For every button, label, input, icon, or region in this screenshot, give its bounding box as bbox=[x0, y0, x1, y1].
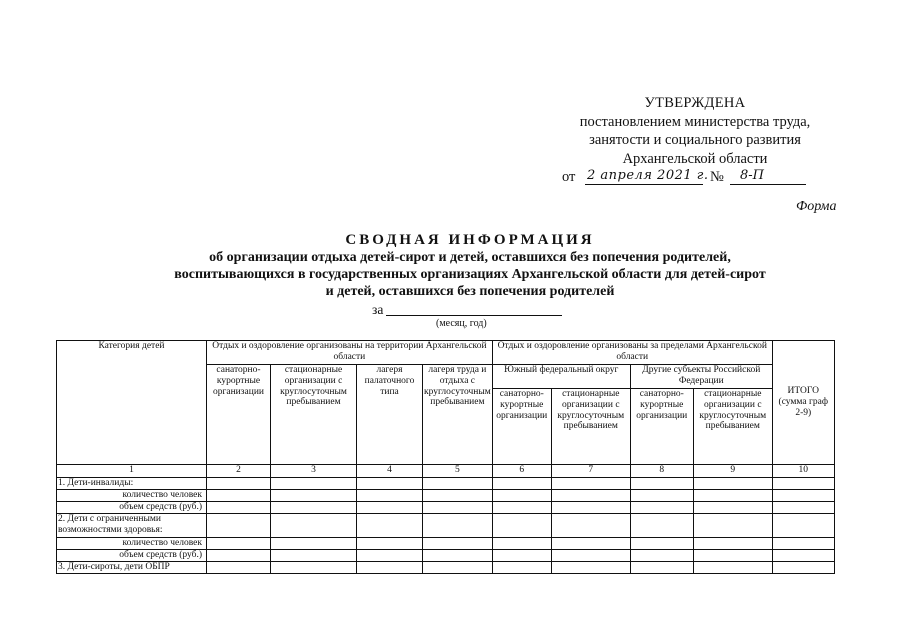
row-subcategory-label: количество человек bbox=[57, 490, 207, 502]
table-cell[interactable] bbox=[423, 502, 493, 514]
approval-date-row bbox=[540, 168, 850, 188]
table-cell[interactable] bbox=[423, 550, 493, 562]
table-cell[interactable] bbox=[772, 550, 834, 562]
row-category-label: 1. Дети-инвалиды: bbox=[57, 478, 207, 490]
table-cell[interactable] bbox=[271, 550, 357, 562]
number-label: № bbox=[710, 169, 724, 185]
table-row bbox=[57, 514, 835, 538]
column-number: 7 bbox=[551, 465, 630, 478]
column-number: 9 bbox=[693, 465, 772, 478]
table-cell[interactable] bbox=[207, 490, 271, 502]
table-cell[interactable] bbox=[772, 502, 834, 514]
table-cell[interactable] bbox=[551, 490, 630, 502]
table-cell[interactable] bbox=[207, 514, 271, 538]
column-number: 6 bbox=[492, 465, 551, 478]
table-cell[interactable] bbox=[630, 562, 693, 574]
table-cell[interactable] bbox=[271, 562, 357, 574]
table-cell[interactable] bbox=[357, 550, 423, 562]
table-cell[interactable] bbox=[423, 478, 493, 490]
column-number-row bbox=[57, 465, 835, 478]
approval-block bbox=[540, 94, 850, 188]
document-heading bbox=[120, 231, 820, 300]
table-body bbox=[57, 478, 835, 574]
table-cell[interactable] bbox=[551, 550, 630, 562]
period-note: (месяц, год) bbox=[436, 318, 487, 329]
table-cell[interactable] bbox=[492, 538, 551, 550]
form-label: Форма bbox=[796, 199, 837, 214]
number-underline bbox=[730, 184, 806, 185]
table-row bbox=[57, 502, 835, 514]
column-number: 5 bbox=[423, 465, 493, 478]
table-cell[interactable] bbox=[357, 478, 423, 490]
table-cell[interactable] bbox=[551, 502, 630, 514]
header-other-regions: Другие субъекты Российской Федерации bbox=[630, 365, 772, 389]
period-field-line[interactable] bbox=[386, 315, 562, 316]
table-cell[interactable] bbox=[357, 502, 423, 514]
table-row bbox=[57, 478, 835, 490]
heading-line-2: воспитывающихся в государственных организациях Архангельской области для детей-сирот bbox=[174, 267, 766, 282]
table-cell[interactable] bbox=[423, 490, 493, 502]
table-cell[interactable] bbox=[492, 502, 551, 514]
table-cell[interactable] bbox=[492, 550, 551, 562]
period-label: за bbox=[372, 302, 384, 317]
table-cell[interactable] bbox=[207, 478, 271, 490]
row-category-label: 3. Дети-сироты, дети ОБПР bbox=[57, 562, 207, 574]
table-cell[interactable] bbox=[551, 478, 630, 490]
header-south-sanatorium: санаторно-курортные организации bbox=[492, 389, 551, 465]
heading-line-1: об организации отдыха детей-сирот и детей, оставшихся без попечения родителей, bbox=[209, 250, 731, 265]
table-cell[interactable] bbox=[693, 478, 772, 490]
header-other-stationary: стационарные организации с круглосуточным пребыванием bbox=[693, 389, 772, 465]
row-subcategory-label: объем средств (руб.) bbox=[57, 502, 207, 514]
table-cell[interactable] bbox=[207, 502, 271, 514]
table-cell[interactable] bbox=[492, 514, 551, 538]
header-south-stationary: стационарные организации с круглосуточным пребыванием bbox=[551, 389, 630, 465]
table-cell[interactable] bbox=[772, 478, 834, 490]
table-cell[interactable] bbox=[551, 514, 630, 538]
table-cell[interactable] bbox=[492, 490, 551, 502]
table-cell[interactable] bbox=[357, 538, 423, 550]
heading-title: СВОДНАЯ ИНФОРМАЦИЯ bbox=[345, 232, 595, 248]
table-cell[interactable] bbox=[492, 562, 551, 574]
header-south-district: Южный федеральный округ bbox=[492, 365, 630, 389]
table-row bbox=[57, 562, 835, 574]
from-label: от bbox=[562, 169, 576, 185]
table-cell[interactable] bbox=[357, 562, 423, 574]
table-cell[interactable] bbox=[630, 490, 693, 502]
approval-line-2: занятости и социального развития bbox=[589, 132, 801, 148]
header-group-inside: Отдых и оздоровление организованы на территории Архангельской области bbox=[207, 341, 493, 365]
column-number: 2 bbox=[207, 465, 271, 478]
column-number: 1 bbox=[57, 465, 207, 478]
table-cell[interactable] bbox=[630, 538, 693, 550]
header-group-outside: Отдых и оздоровление организованы за пределами Архангельской области bbox=[492, 341, 772, 365]
table-cell[interactable] bbox=[271, 502, 357, 514]
header-stationary: стационарные организации с круглосуточным пребыванием bbox=[271, 365, 357, 465]
table-cell[interactable] bbox=[551, 538, 630, 550]
table-cell[interactable] bbox=[207, 538, 271, 550]
summary-table bbox=[56, 340, 835, 574]
table-cell[interactable] bbox=[551, 562, 630, 574]
table-row bbox=[57, 550, 835, 562]
column-number: 8 bbox=[630, 465, 693, 478]
table-cell[interactable] bbox=[630, 502, 693, 514]
table-cell[interactable] bbox=[271, 514, 357, 538]
table-cell[interactable] bbox=[630, 514, 693, 538]
table-cell[interactable] bbox=[423, 562, 493, 574]
column-number: 10 bbox=[772, 465, 834, 478]
column-number: 4 bbox=[357, 465, 423, 478]
handwritten-date: 2 апреля 2021 г. bbox=[587, 168, 709, 183]
table-cell[interactable] bbox=[423, 538, 493, 550]
header-category: Категория детей bbox=[57, 341, 207, 465]
table-cell[interactable] bbox=[693, 490, 772, 502]
table-cell[interactable] bbox=[271, 478, 357, 490]
table-cell[interactable] bbox=[772, 490, 834, 502]
table-cell[interactable] bbox=[693, 514, 772, 538]
table-cell[interactable] bbox=[693, 562, 772, 574]
row-subcategory-label: количество человек bbox=[57, 538, 207, 550]
header-total: ИТОГО (сумма граф 2-9) bbox=[772, 341, 834, 465]
column-number: 3 bbox=[271, 465, 357, 478]
table-cell[interactable] bbox=[357, 514, 423, 538]
row-category-label: 2. Дети с ограниченными возможностями здоровья: bbox=[57, 514, 207, 538]
table-cell[interactable] bbox=[693, 538, 772, 550]
date-underline bbox=[585, 184, 703, 185]
approval-line-3: Архангельской области bbox=[622, 150, 768, 167]
table-cell[interactable] bbox=[492, 478, 551, 490]
table-cell[interactable] bbox=[271, 490, 357, 502]
table-cell[interactable] bbox=[207, 562, 271, 574]
approval-title: УТВЕРЖДЕНА bbox=[644, 95, 746, 111]
heading-line-3: и детей, оставшихся без попечения родителей bbox=[325, 284, 615, 299]
table-cell[interactable] bbox=[357, 490, 423, 502]
table-cell[interactable] bbox=[772, 538, 834, 550]
table-cell[interactable] bbox=[207, 550, 271, 562]
table-row bbox=[57, 490, 835, 502]
approval-line-1: постановлением министерства труда, bbox=[579, 113, 811, 130]
table-row bbox=[57, 538, 835, 550]
header-labor-camps: лагеря труда и отдыха с круглосуточным пребыванием bbox=[423, 365, 493, 465]
header-sanatorium: санаторно-курортные организации bbox=[207, 365, 271, 465]
header-other-sanatorium: санаторно-курортные организации bbox=[630, 389, 693, 465]
table-cell[interactable] bbox=[423, 514, 493, 538]
table-cell[interactable] bbox=[772, 514, 834, 538]
table-cell[interactable] bbox=[630, 550, 693, 562]
row-subcategory-label: объем средств (руб.) bbox=[57, 550, 207, 562]
table-cell[interactable] bbox=[630, 478, 693, 490]
table-cell[interactable] bbox=[693, 550, 772, 562]
header-tent-camps: лагеря палаточного типа bbox=[357, 365, 423, 465]
table-cell[interactable] bbox=[693, 502, 772, 514]
handwritten-number: 8-П bbox=[740, 168, 765, 183]
table-cell[interactable] bbox=[772, 562, 834, 574]
table-cell[interactable] bbox=[271, 538, 357, 550]
